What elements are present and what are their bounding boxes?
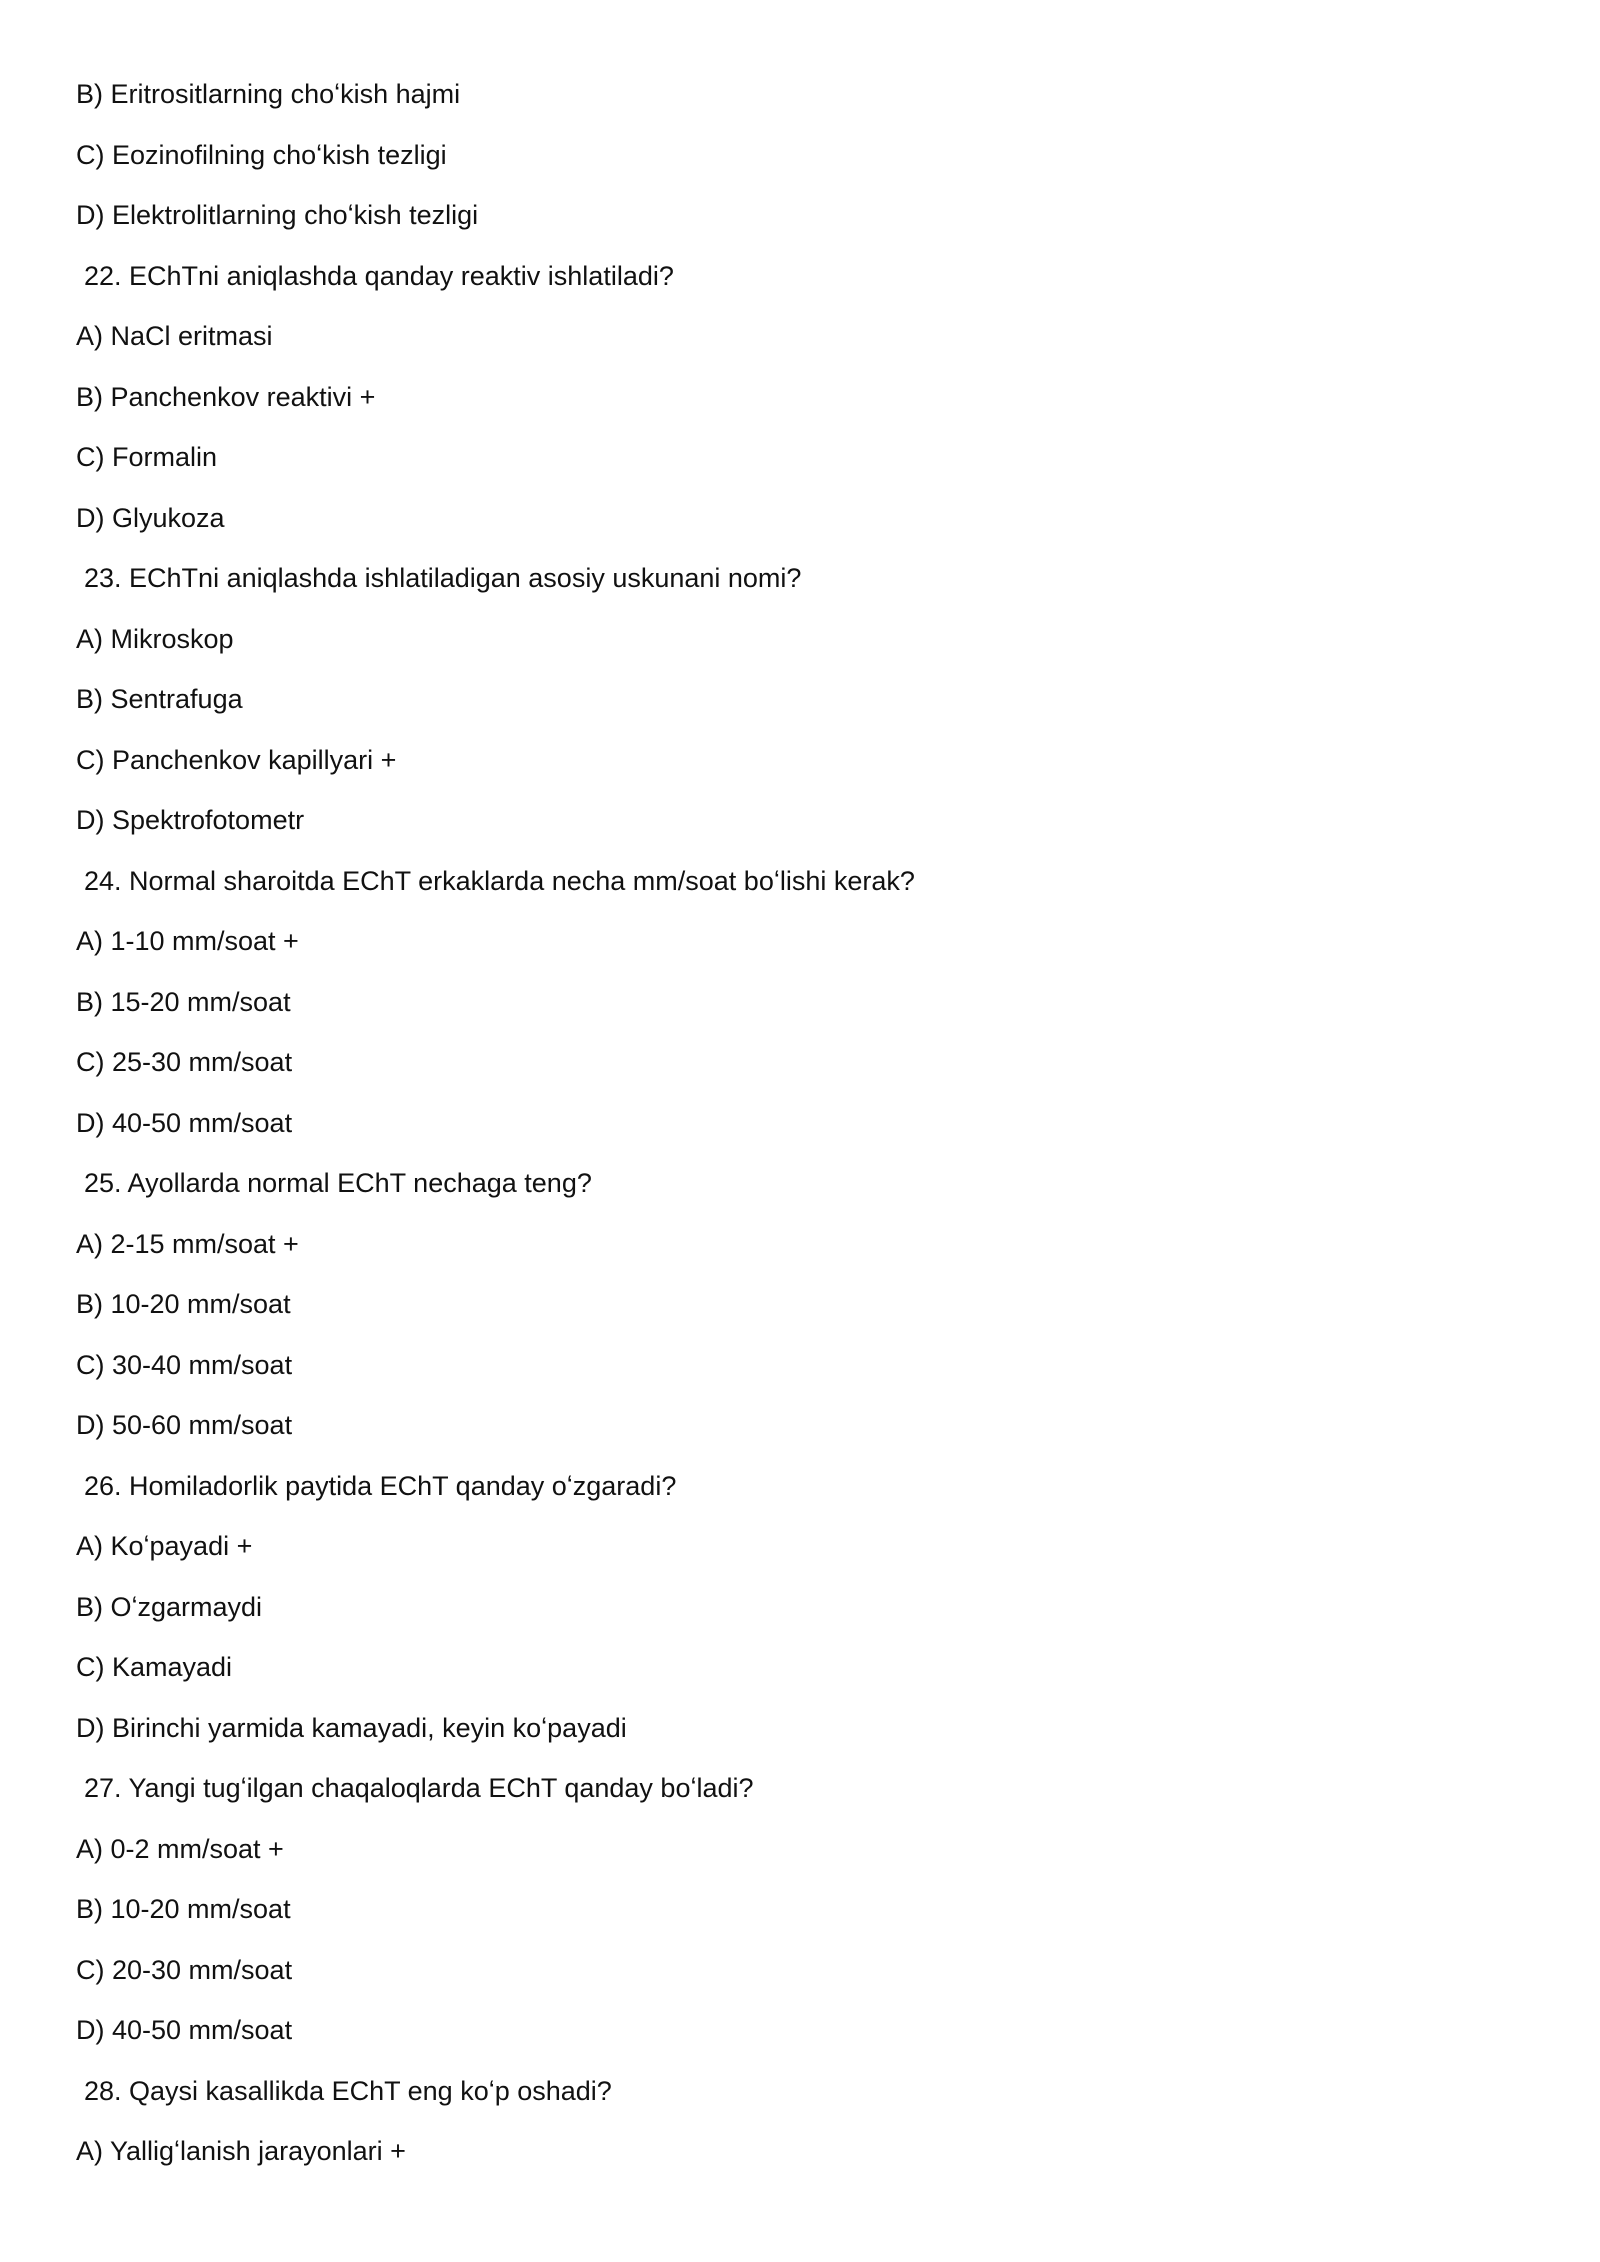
- answer-option: B) 15-20 mm/soat: [76, 986, 291, 1017]
- answer-option: B) 10-20 mm/soat: [76, 1289, 291, 1319]
- answer-option: C) Kamayadi: [76, 1652, 233, 1682]
- question-text: 25. Ayollarda normal EChT nechaga teng?: [84, 1168, 592, 1198]
- answer-option: C) Formalin: [76, 442, 218, 472]
- question-text: 28. Qaysi kasallikda EChT eng koʻp oshadi?: [84, 2075, 612, 2106]
- question-text: 23. EChTni aniqlashda ishlatiladigan asosiy uskunani nomi?: [84, 563, 802, 593]
- question-text: 26. Homiladorlik paytida EChT qanday oʻzgaradi?: [84, 1470, 677, 1501]
- answer-option: C) 25-30 mm/soat: [76, 1047, 293, 1077]
- answer-option: A) 2-15 mm/soat +: [76, 1228, 299, 1259]
- answer-option: A) 0-2 mm/soat +: [76, 1833, 284, 1864]
- answer-option: B) Panchenkov reaktivi +: [76, 381, 376, 412]
- answer-option: A) NaCl eritmasi: [76, 321, 273, 351]
- answer-option: A) Yalligʻlanish jarayonlari +: [76, 2136, 406, 2166]
- answer-option: A) Mikroskop: [76, 623, 234, 654]
- answer-option: C) Eozinofilning choʻkish tezligi: [76, 139, 447, 170]
- answer-option: C) 30-40 mm/soat: [76, 1349, 293, 1380]
- answer-option: D) 40-50 mm/soat: [76, 2015, 293, 2045]
- question-text: 27. Yangi tugʻilgan chaqaloqlarda EChT qanday boʻladi?: [84, 1773, 754, 1803]
- answer-option: B) Oʻzgarmaydi: [76, 1591, 263, 1622]
- question-text: 22. EChTni aniqlashda qanday reaktiv ishlatiladi?: [84, 260, 674, 291]
- answer-option: D) Glyukoza: [76, 502, 225, 533]
- answer-option: A) Koʻpayadi +: [76, 1531, 253, 1561]
- answer-option: C) 20-30 mm/soat: [76, 1954, 293, 1985]
- answer-option: A) 1-10 mm/soat +: [76, 926, 299, 956]
- answer-option: B) Sentrafuga: [76, 684, 243, 714]
- answer-option: D) Birinchi yarmida kamayadi, keyin koʻpayadi: [76, 1712, 627, 1743]
- answer-option: D) Spektrofotometr: [76, 805, 305, 835]
- answer-option: D) 40-50 mm/soat: [76, 1107, 293, 1138]
- question-text: 24. Normal sharoitda EChT erkaklarda necha mm/soat boʻlishi kerak?: [84, 865, 915, 896]
- question-list: [76, 72, 1516, 2190]
- answer-option: D) Elektrolitlarning choʻkish tezligi: [76, 200, 479, 230]
- answer-option: C) Panchenkov kapillyari +: [76, 744, 397, 775]
- answer-option: D) 50-60 mm/soat: [76, 1410, 293, 1440]
- answer-option: B) Eritrositlarning choʻkish hajmi: [76, 79, 461, 109]
- answer-option: B) 10-20 mm/soat: [76, 1894, 291, 1924]
